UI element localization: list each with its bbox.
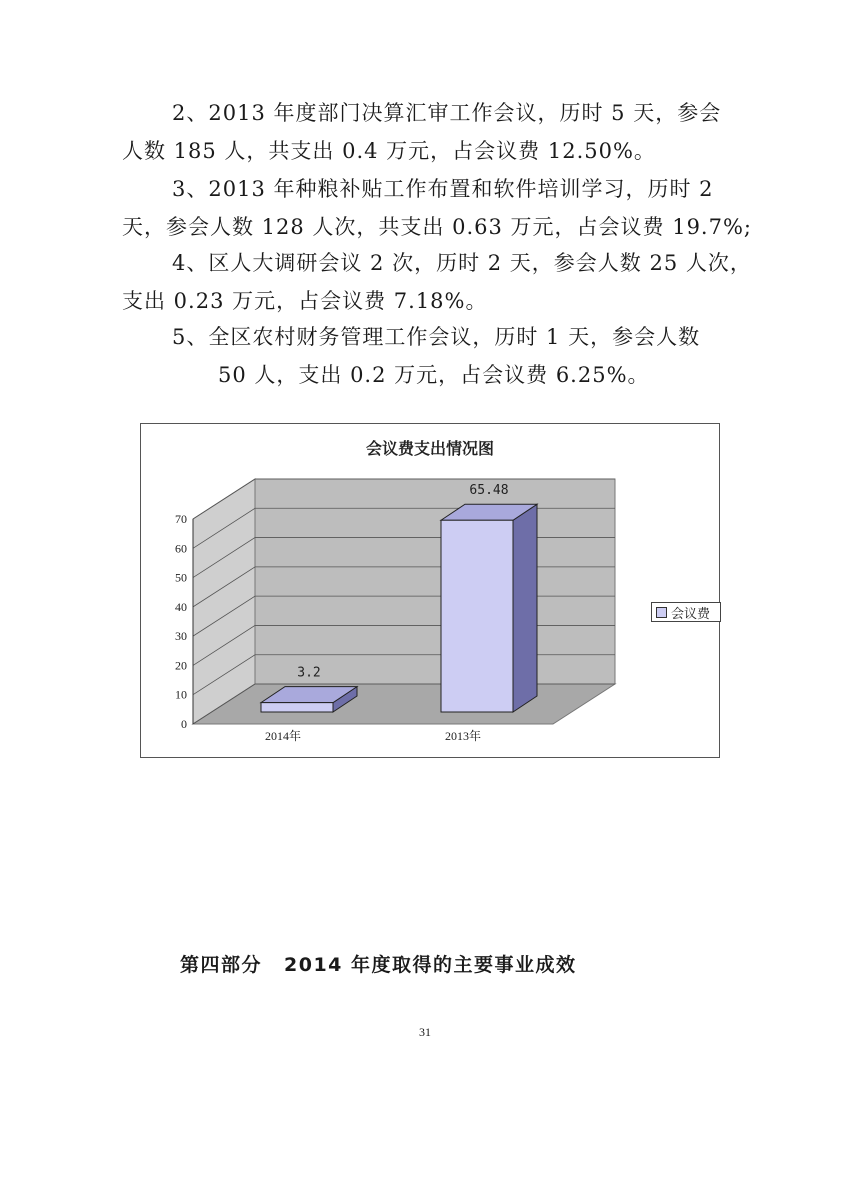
section-heading [180, 950, 577, 977]
chart-y-tick-label: 70 [175, 512, 187, 526]
paragraph-line: 人数 185 人，共支出 0.4 万元，占会议费 12.50%。 [122, 139, 656, 163]
chart-side-wall [193, 479, 255, 724]
section-part: 第四部分 [180, 954, 263, 976]
page-number: 31 [419, 1025, 431, 1039]
chart-data-label: 65.48 [469, 483, 509, 499]
chart-title: 会议费支出情况图 [365, 439, 494, 458]
chart-back-wall [255, 479, 615, 684]
meeting-expense-chart [140, 423, 720, 758]
chart-y-tick-label: 0 [181, 717, 187, 731]
chart-y-tick-label: 60 [175, 541, 187, 556]
paragraph-line: 3、2013 年种粮补贴工作布置和软件培训学习，历时 2 [172, 177, 714, 201]
chart-data-label: 3.2 [297, 665, 321, 681]
paragraph-item-3 [122, 170, 753, 246]
legend-label: 会议费 [671, 606, 711, 622]
chart-x-tick-label: 2013年 [444, 729, 482, 743]
chart-floor [193, 684, 615, 724]
paragraph-line: 4、区人大调研会议 2 次，历时 2 天，参会人数 25 人次， [172, 251, 752, 275]
chart-legend [651, 602, 721, 622]
chart-bar [261, 703, 333, 712]
chart-x-tick-label: 2014年 [264, 729, 302, 743]
chart-bar [441, 520, 513, 712]
chart-y-tick-label: 30 [175, 629, 187, 644]
paragraph-line: 天，参会人数 128 人次，共支出 0.63 万元，占会议费 19.7%; [122, 215, 753, 239]
chart-y-tick-label: 40 [175, 599, 187, 614]
chart-bar-side [513, 504, 537, 712]
paragraph-line: 5、全区农村财务管理工作会议，历时 1 天，参会人数 [172, 325, 701, 349]
paragraph-item-2 [122, 94, 722, 170]
paragraph-line: 支出 0.23 万元，占会议费 7.18%。 [122, 289, 488, 313]
chart-y-tick-label: 20 [175, 658, 187, 673]
paragraph-line: 2、2013 年度部门决算汇审工作会议，历时 5 天，参会 [172, 101, 722, 125]
paragraph-item-5 [122, 318, 722, 394]
legend-swatch [656, 607, 667, 618]
chart-y-tick-label: 10 [175, 687, 187, 702]
chart-canvas [141, 424, 721, 759]
chart-y-tick-label: 50 [175, 570, 187, 585]
paragraph-line: 50 人，支出 0.2 万元，占会议费 6.25%。 [218, 363, 650, 387]
section-title: 2014 年度取得的主要事业成效 [284, 954, 577, 976]
paragraph-item-4 [122, 244, 752, 320]
